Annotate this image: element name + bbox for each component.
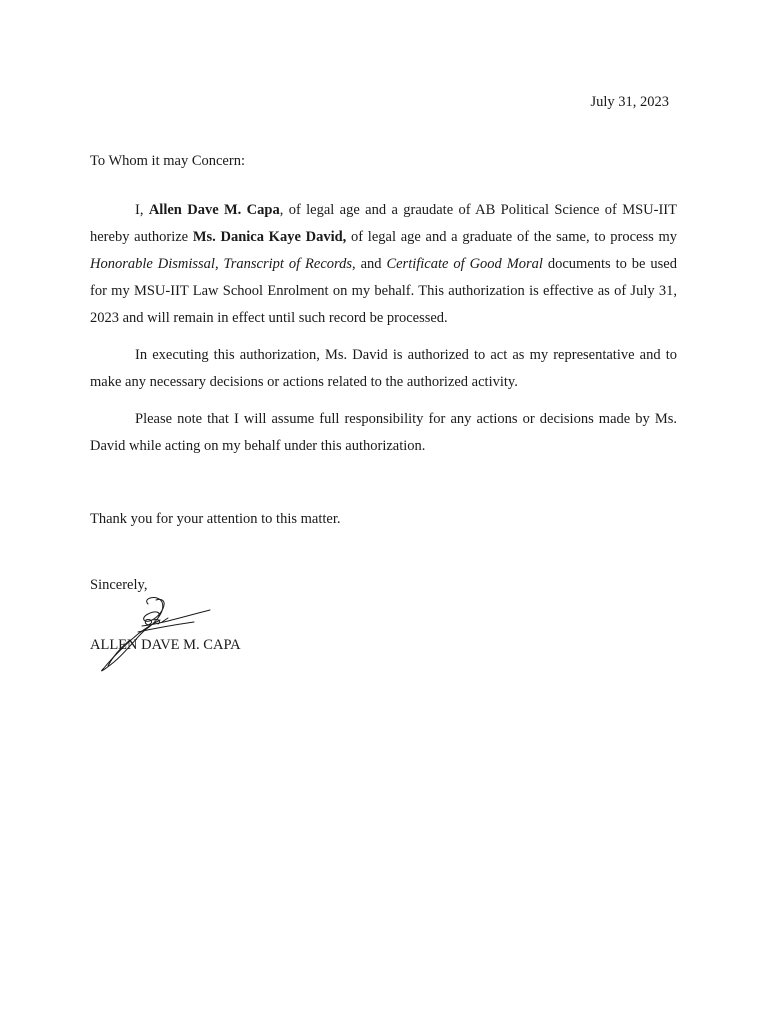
p1-text-4: ,	[214, 256, 224, 272]
p1-text-2: , of legal age and a graudate of AB Political Science of MSU-IIT hereby authorize	[90, 202, 677, 245]
thank-you-line: Thank you for your attention to this matter.	[90, 511, 341, 527]
closing: Sincerely,	[90, 577, 148, 593]
document-transcript: Transcript of Records	[223, 256, 353, 272]
p1-text-6: documents to be used for my MSU-IIT Law School Enrolment on my behalf. This authorization is effective as of July 31, 2023 and will remain in effect until such record be processed.	[90, 256, 677, 326]
paragraph-authorization	[90, 197, 677, 332]
salutation: To Whom it may Concern:	[90, 153, 245, 169]
document-good-moral: Certificate of Good Moral	[386, 256, 543, 272]
paragraph-responsibility: Please note that I will assume full responsibility for any actions or decisions made by Ms. David while acting on my behalf under this authorization.	[90, 411, 677, 454]
representative-name: Ms. Danica Kaye David,	[192, 229, 347, 245]
document-honorable-dismissal: Honorable Dismissal	[90, 256, 215, 272]
paragraph-representative: In executing this authorization, Ms. David is authorized to act as my representative and to make any necessary decisions or actions related to the authorized activity.	[90, 347, 677, 390]
handwritten-signature	[90, 590, 220, 678]
signer-name: ALLEN DAVE M. CAPA	[90, 637, 241, 653]
letter-date: July 31, 2023	[590, 94, 669, 110]
letter-body	[90, 197, 677, 470]
author-name: Allen Dave M. Capa	[148, 202, 280, 218]
p1-text-3: of legal age and a graduate of the same, to process my	[346, 229, 677, 245]
p1-text-1: I,	[135, 202, 149, 218]
p1-text-5: , and	[352, 256, 387, 272]
